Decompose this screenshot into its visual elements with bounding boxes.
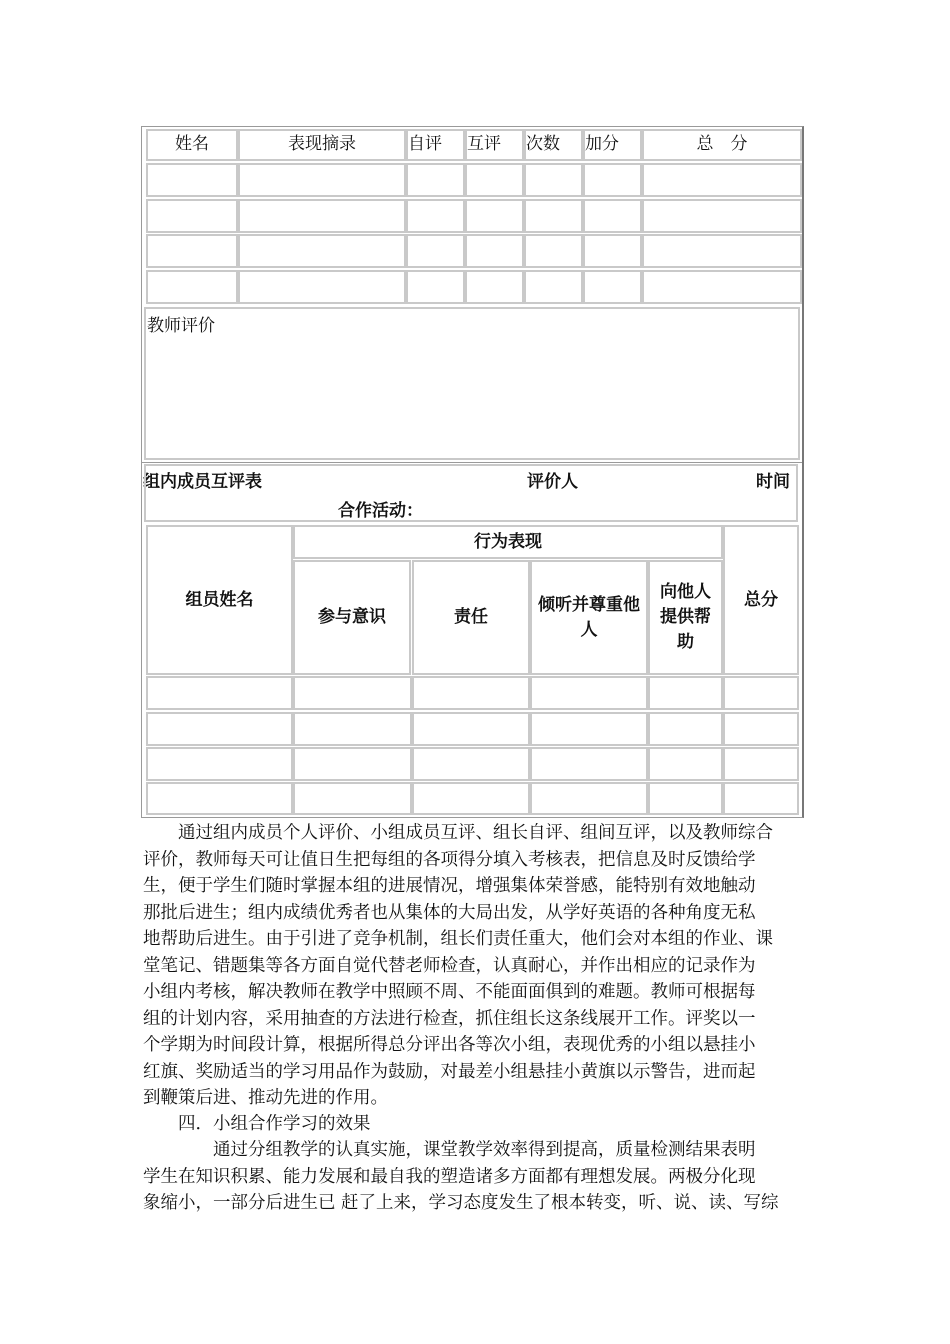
peer-evaluation-table	[141, 462, 804, 818]
header-helping: 向他人提供帮助	[648, 560, 723, 675]
section-heading: 四．小组合作学习的效果	[143, 1114, 371, 1134]
header-listening: 倾听并尊重他人	[530, 560, 648, 675]
paragraph-evaluation-mechanism: 通过组内成员个人评价、小组成员互评、组长自评、组间互评，以及教师综合 评价，教师每天可让值日生把每组的各项得分填入考核表，把信息及时反馈给学 生，便于学生们随时掌握本组的进展情况，增强集体荣誉感，能特别有效地触动 那批后进生；组内成绩优秀者也从集体的大局出发，从学好英语的各种角度无私 地帮助后进生。由于引进了竞争机制，组长们责任重大，他们会对本组的作业、课 堂笔记、错题集等各方面自觉代替老师检查，认真耐心，并作出相应的记录作为 小组内考核，解决教师在教学中照顾不周、不能面面俱到的难题。教师可根据每 组的计划内容，采用抽查的方法进行检查，抓住组长这条线展开工作。评奖以一 个学期为时间段计算，根据所得总分评出各等次小组，表现优秀的小组以悬挂小 红旗、奖励适当的学习用品作为鼓励，对最差小组悬挂小黄旗以示警告，进而起 到鞭策后进、推动先进的作用。	[143, 823, 773, 1108]
header-count: 次数	[524, 129, 583, 161]
teacher-evaluation-label: 教师评价	[147, 316, 215, 336]
header-total: 总 分	[642, 129, 802, 161]
header-self-eval: 自评	[406, 129, 465, 161]
cooperation-activity-cell	[144, 464, 798, 522]
teacher-evaluation-cell	[144, 307, 800, 460]
header-name: 姓名	[146, 129, 238, 161]
header-behavior: 行为表现	[293, 525, 723, 559]
header-total-score: 总分	[723, 525, 799, 675]
cooperation-activity-label: 合作活动：	[338, 501, 423, 521]
individual-evaluation-table	[141, 126, 804, 463]
header-bonus: 加分	[583, 129, 642, 161]
header-participation: 参与意识	[293, 560, 411, 675]
header-member-name: 组员姓名	[146, 525, 293, 675]
header-performance: 表现摘录	[238, 129, 406, 161]
paragraph-effects: 通过分组教学的认真实施，课堂教学效率得到提高，质量检测结果表明 学生在知识积累、能力发展和最自我的塑造诸多方面都有理想发展。两极分化现 象缩小，一部分后进生已 赶了上来，学习态度发生了根本转变，听、说、读、写综	[143, 1140, 779, 1213]
header-responsibility: 责任	[412, 560, 530, 675]
header-peer-eval: 互评	[465, 129, 524, 161]
evaluator-label: 评价人	[527, 472, 578, 492]
time-label: 时间	[756, 472, 790, 492]
peer-evaluation-title: 组内成员互评表	[143, 472, 262, 492]
